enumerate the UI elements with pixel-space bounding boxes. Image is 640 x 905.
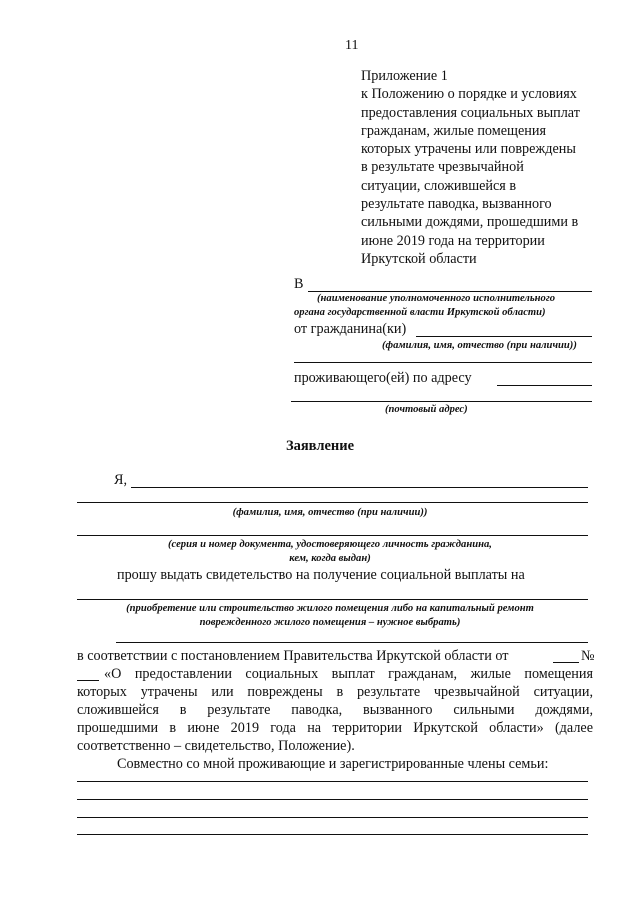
- paragraph-line: прошедшими в июне 2019 года на территории Иркутской области» (далее: [77, 720, 593, 736]
- appendix-line: ситуации, сложившейся в: [361, 177, 517, 194]
- address-field-2[interactable]: [291, 401, 592, 402]
- from-label: от гражданина(ки): [294, 321, 407, 337]
- paragraph-line: соответственно – свидетельство, Положение).: [77, 738, 355, 754]
- appendix-line: в результате чрезвычайной: [361, 159, 524, 176]
- appendix-line: Иркутской области: [361, 250, 477, 267]
- family-member-field[interactable]: [77, 834, 588, 835]
- authority-caption-2: органа государственной власти Иркутской области): [294, 307, 546, 318]
- resolution-number-sign: №: [581, 648, 595, 664]
- appendix-line: результате паводка, вызванного: [361, 196, 552, 213]
- family-member-field[interactable]: [77, 799, 588, 800]
- appendix-line: Приложение 1: [361, 68, 448, 84]
- identity-document-field[interactable]: [77, 535, 588, 536]
- paragraph-line: сложившейся в результате паводка, вызванного сильными дождями,: [77, 702, 593, 718]
- address-caption: (почтовый адрес): [385, 404, 468, 415]
- family-member-field[interactable]: [77, 781, 588, 782]
- residing-label: проживающего(ей) по адресу: [294, 370, 472, 386]
- applicant-name-caption: (фамилия, имя, отчество (при наличии)): [232, 507, 428, 518]
- citizen-name-field[interactable]: [416, 336, 592, 337]
- to-prefix: В: [294, 276, 304, 292]
- document-caption-2: кем, когда выдан): [289, 553, 371, 564]
- authority-caption-1: (наименование уполномоченного исполнительного: [317, 293, 556, 304]
- paragraph-line: которых утрачены или повреждены в результате чрезвычайной ситуации,: [77, 684, 593, 700]
- appendix-line: которых утрачены или повреждены: [361, 141, 576, 158]
- purpose-caption-2: поврежденного жилого помещения – нужное выбрать): [199, 617, 461, 628]
- applicant-name-field-2[interactable]: [77, 502, 588, 503]
- family-member-field[interactable]: [77, 817, 588, 818]
- appendix-line: к Положению о порядке и условиях: [361, 86, 577, 103]
- citizen-name-field-2[interactable]: [294, 362, 592, 363]
- request-text: прошу выдать свидетельство на получение социальной выплаты на: [117, 567, 525, 583]
- resolution-ref-text: в соответствии с постановлением Правительства Иркутской области от: [77, 648, 509, 664]
- i-prefix: Я,: [114, 472, 128, 488]
- appendix-line: сильными дождями, прошедшими в: [361, 214, 579, 231]
- appendix-block: [361, 67, 611, 268]
- statement-title: Заявление: [285, 438, 355, 454]
- authority-name-field[interactable]: [308, 291, 592, 292]
- paragraph-line: «О предоставлении социальных выплат гражданам, жилые помещения: [104, 666, 593, 682]
- address-field[interactable]: [497, 385, 592, 386]
- resolution-date-field[interactable]: [553, 662, 579, 663]
- applicant-name-field[interactable]: [131, 487, 588, 488]
- purpose-field[interactable]: [77, 599, 588, 600]
- purpose-caption-1: (приобретение или строительство жилого помещения либо на капитальный ремонт: [126, 603, 534, 614]
- page-number: 11: [345, 38, 359, 53]
- resolution-number-field[interactable]: [77, 680, 99, 681]
- appendix-line: предоставления социальных выплат: [361, 104, 580, 121]
- purpose-field-2[interactable]: [116, 642, 588, 643]
- appendix-line: гражданам, жилые помещения: [361, 122, 546, 139]
- appendix-line: июне 2019 года на территории: [361, 232, 545, 249]
- family-members-label: Совместно со мной проживающие и зарегистрированные члены семьи:: [117, 756, 549, 772]
- document-caption-1: (серия и номер документа, удостоверяющего личность гражданина,: [168, 539, 492, 550]
- citizen-name-caption: (фамилия, имя, отчество (при наличии)): [382, 340, 577, 351]
